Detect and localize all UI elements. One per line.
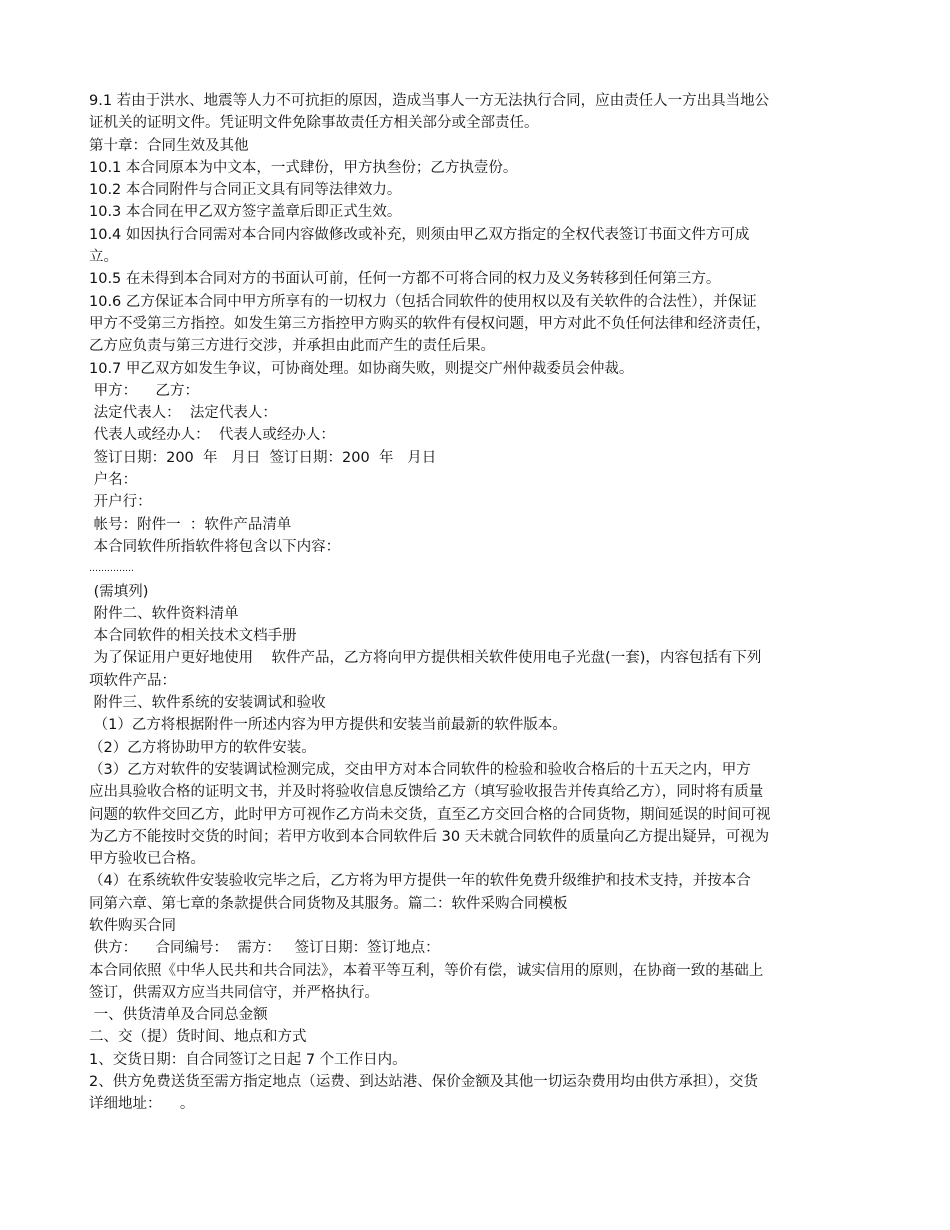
text-line: 1、交货日期：自合同签订之日起 7 个工作日内。 (89, 1051, 407, 1068)
text-line: 本合同依照《中华人民共和共合同法》，本着平等互利，等价有偿，诚实信用的原则，在协商一致的基础上 (89, 962, 764, 979)
text-line: （4）在系统软件安装验收完毕之后，乙方将为甲方提供一年的软件免费升级维护和技术支持，并按本合 (89, 873, 751, 890)
text-line: 证机关的证明文件。凭证明文件免除事故责任方相关部分或全部责任。 (89, 115, 539, 132)
account-name-line: 户名： (89, 472, 138, 489)
text-line: 项软件产品： (89, 672, 176, 689)
text-line: 详细地址： 。 (89, 1096, 195, 1113)
text-line: 问题的软件交回乙方，此时甲方可视作乙方尚未交货，直至乙方交回合格的合同货物，期间延误的时间可视 (89, 806, 771, 823)
ellipsis-line: …………… (89, 564, 134, 575)
party-info-line: 供方： 合同编号： 需方： 签订日期：签订地点： (89, 940, 440, 957)
clause-heading: 一、供货清单及合同总金额 (89, 1007, 268, 1024)
text-line: 乙方应负责与第三方进行交涉，并承担由此而产生的责任后果。 (89, 338, 495, 355)
text-line: 同第六章、第七章的条款提供合同货物及其服务。篇二：软件采购合同模板 (89, 895, 568, 912)
account-number-line: 帐号：附件一 ：软件产品清单 (89, 516, 292, 533)
text-line: （1）乙方将根据附件一所述内容为甲方提供和安装当前最新的软件版本。 (89, 717, 567, 734)
text-line: 10.2 本合同附件与合同正文具有同等法律效力。 (89, 182, 402, 199)
text-line: （3）乙方对软件的安装调试检测完成，交由甲方对本合同软件的检验和验收合格后的十五天之内，甲方 (89, 761, 751, 778)
text-line: 立。 (89, 249, 118, 266)
text-line: 10.4 如因执行合同需对本合同内容做修改或补充，则须由甲乙双方指定的全权代表签订书面文件方可成 (89, 226, 750, 243)
text-line: 本合同软件所指软件将包含以下内容： (89, 538, 341, 555)
section-title: 软件购买合同 (89, 917, 176, 934)
text-line: 10.1 本合同原本为中文本，一式肆份，甲方执叁份；乙方执壹份。 (89, 159, 518, 176)
clause-heading: 二、交（提）货时间、地点和方式 (89, 1029, 307, 1046)
text-line: 本合同软件的相关技术文档手册 (89, 628, 297, 645)
text-line: (需填列) (89, 583, 149, 600)
document-body (89, 90, 864, 1116)
chapter-heading: 第十章：合同生效及其他 (89, 137, 249, 154)
text-line: 应出具验收合格的证明文书，并及时将验收信息反馈给乙方（填写验收报告并传真给乙方），同时将有质量 (89, 784, 764, 801)
text-line: 10.3 本合同在甲乙双方签字盖章后即正式生效。 (89, 204, 402, 221)
attachment-heading: 附件三、软件系统的安装调试和验收 (89, 695, 326, 712)
signature-agent-line: 代表人或经办人： 代表人或经办人： (89, 427, 335, 444)
text-line: （2）乙方将协助甲方的软件安装。 (89, 739, 316, 756)
text-line: 甲方验收已合格。 (89, 851, 205, 868)
text-line: 2、供方免费送货至需方指定地点（运费、到达站港、保价金额及其他一切运杂费用均由供方承担），交货 (89, 1074, 758, 1091)
text-line: 10.6 乙方保证本合同中甲方所享有的一切权力（包括合同软件的使用权以及有关软件的合法性），并保证 (89, 293, 757, 310)
signature-rep-line: 法定代表人： 法定代表人： (89, 405, 277, 422)
text-line: 签订，供需双方应当共同信守，并严格执行。 (89, 984, 379, 1001)
signature-date-line: 签订日期：200 年 月日 签订日期：200 年 月日 (89, 449, 437, 466)
attachment-heading: 附件二、软件资料清单 (89, 605, 239, 622)
text-line: 为了保证用户更好地使用 软件产品，乙方将向甲方提供相关软件使用电子光盘(一套)，内容包括有下列 (89, 650, 762, 667)
text-line: 为乙方不能按时交货的时间；若甲方收到本合同软件后 30 天未就合同软件的质量向乙方提出疑异，可视为 (89, 828, 770, 845)
text-line: 10.5 在未得到本合同对方的书面认可前，任何一方都不可将合同的权力及义务转移到任何第三方。 (89, 271, 721, 288)
text-line: 甲方不受第三方指控。如发生第三方指控甲方购买的软件有侵权问题，甲方对此不负任何法律和经济责任， (89, 315, 771, 332)
bank-line: 开户行： (89, 494, 152, 511)
text-line: 9.1 若由于洪水、地震等人力不可抗拒的原因，造成当事人一方无法执行合同，应由责任人一方出具当地公 (89, 93, 770, 109)
signature-party-line: 甲方： 乙方： (89, 382, 200, 399)
text-line: 10.7 甲乙双方如发生争议，可协商处理。如协商失败，则提交广州仲裁委员会仲裁。 (89, 360, 634, 377)
